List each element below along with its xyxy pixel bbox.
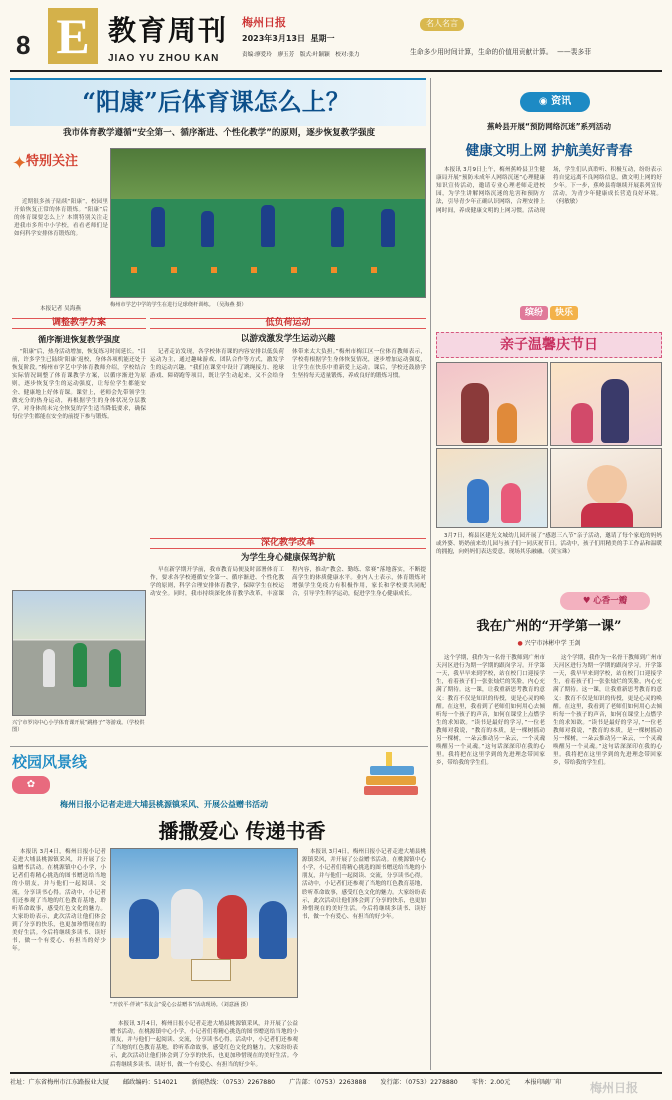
news-icon: ◉ [538, 96, 552, 107]
news-body: 本报讯 3月9日上午，梅州蕉岭县卫生健康局开展“预防未成年人网络沉迷”心理健康知识宣传活动，邀请专业心理老师走进校园，为学生讲解网络沉迷的危害和预防方法，引导青少年正确认识网络，合理安排上网时间，养成健康文明的上网习惯。活动现场，学生们认真聆听、积极互动，纷纷表示将自觉远离不良网络信息，做文明上网的好少年。下一步，蕉岭县将继续开展系列宣传活动，为青少年健康成长营造良好环境。（何敏敏） [436, 167, 662, 214]
kid-figure-4 [501, 483, 521, 523]
player-1 [151, 207, 165, 247]
essay-byline: ● 兴宁市沐彬中学 王剑 [517, 640, 581, 647]
special-badge [12, 148, 82, 194]
child-figure-3 [109, 649, 121, 687]
lead-intro: 近期很多孩子陆续“阳康”，校园里开始恢复正常的体育锻炼。“阳康”后的体育课要怎么上？本期特别关注走进我市多所中小学校，看看老师们是如何科学安排体育锻炼的。 [14, 199, 108, 238]
quote: 生命多少用时间计算，生命的价值用贡献计算。 ——裴多菲 [410, 48, 592, 56]
footer-distribution: 发行部：（0753）2278880 [380, 1079, 458, 1086]
section-title: 教育周刊 [108, 14, 229, 47]
event-photo-1 [436, 362, 548, 446]
news-title: 健康文明上网 护航美好青春 [465, 143, 633, 159]
pencil-icon [386, 752, 392, 766]
campus-subtitle: 梅州日报小记者走进大埔县桃源镇采风、开展公益赠书活动 [60, 800, 268, 809]
campus-icon: ✿ [12, 776, 50, 794]
paper-logo: 梅州日报 [242, 16, 286, 29]
lead-byline: 本报记者 吴海燕 [40, 306, 81, 312]
books-illustration [362, 752, 424, 798]
campus-tag: 校园风景线 [12, 753, 88, 771]
campus-body-right: 本报讯 3月4日，梅州日报小记者走进大埔县桃源镇采风，并开展了公益赠书活动。在桃源镇中心小学，小记者们将精心挑选的图书赠送给当地的小朋友，并与他们一起阅读、交流，分享读书心得。活动中，小记者们还参观了当地的红色教育基地，聆听革命故事，感受红色文化的魅力。大家纷纷表示，此次活动让他们体会到了分享的快乐，也更加珍惜现在的美好生活。今后将继续多读书、读好书，做一个有爱心、有担当的好少年。 [302, 849, 426, 920]
issue-date: 2023年3月13日 星期一 [242, 34, 335, 43]
column-tag: 缤纷 [520, 306, 548, 320]
child-2 [171, 889, 203, 959]
sub2-title: 以游戏激发学生运动兴趣 [240, 334, 336, 344]
column-rule-right [430, 78, 431, 1070]
event-title-box [436, 332, 662, 358]
sub3-title: 为学生身心健康保驾护航 [240, 553, 336, 563]
footer [10, 1072, 662, 1092]
essay-tag: ♥ 心香一瓣 [560, 592, 650, 610]
child-4 [259, 901, 287, 959]
column-sub: 快乐 [550, 306, 578, 320]
essay-title: 我在广州的“开学第一课” [476, 619, 622, 634]
photo-building [13, 591, 146, 639]
footer-address: 社址：广东省梅州市江东路报业大厦 [10, 1079, 109, 1086]
player-4 [331, 207, 344, 247]
footer-ad: 广告部：（0753）2263888 [289, 1079, 367, 1086]
event-photo-4 [550, 448, 662, 528]
editors-line: 责编:廖爱玲 廖玉芳 版式:叶颖颖 校对:张力 [242, 52, 360, 58]
sub3-body: 早在新学期开学前，我市教育局便及时部署体育工作，要求各学校遵循安全第一、循序渐进、个性化教学的原则，科学合理安排体育教学，保障学生在校运动安全。同时，我市持续深化体育教学改革，丰富课程内容，推动“教会、勤练、常赛”落地落实，不断提高学生的体质健康水平。业内人士表示，体育锻炼对增强学生免疫力有积极作用，家长和学校要共同配合，引导学生科学运动，促进学生身心健康成长。 [150, 567, 426, 598]
cone-row [131, 267, 411, 273]
pen-icon: ● [517, 640, 525, 647]
essay-body: 这个学期，我作为一名骨干教师到广州市天河区进行为期一学期的跟岗学习。开学第一天，我早早来到学校，站在校门口迎接学生，看着孩子们一张张灿烂的笑脸，内心充满了期待。这一课，让我重新思考教育的意义：教育不仅是知识的传授，更是心灵的唤醒。在这里，我看到了老师们如何用心去倾听每一个孩子的声音，如何在课堂上点燃学生的求知欲。“读书是最好的学习，”一位老教师对我说，“教育的本质，是一棵树摇动另一棵树，一朵云推动另一朵云，一个灵魂唤醒另一个灵魂。”这句话深深印在我的心里。我将把在这里学到的先进理念带回家乡，带给我的学生们。 这个学期，我作为一名骨干教师到广州市天河区进行为期一学期的跟岗学习。开学第一天，我早早来到学校，站在校门口迎接学生，看着孩子们一张张灿烂的笑脸，内心充满了期待。这一课，让我重新思考教育的意义：教育不仅是知识的传授，更是心灵的唤醒。在这里，我看到了老师们如何用心去倾听每一个孩子的声音，如何在课堂上点燃学生的求知欲。“读书是最好的学习，”一位老教师对我说，“教育的本质，是一棵树摇动另一棵树，一朵云推动另一朵云，一个灵魂唤醒另一个灵魂。”这句话深深印在我的心里。我将把在这里学到的先进理念带回家乡，带给我的学生们。 [436, 655, 662, 767]
star-icon: ✦ [12, 153, 28, 174]
page-letter: E [48, 8, 98, 64]
event-photo-2 [550, 362, 662, 446]
child-1 [129, 899, 159, 959]
kid-figure-3 [467, 479, 489, 523]
mother-figure-2 [601, 379, 629, 443]
campus-body-left: 本报讯 3月4日，梅州日报小记者走进大埔县桃源镇采风，并开展了公益赠书活动。在桃源镇中心小学，小记者们将精心挑选的图书赠送给当地的小朋友，并与他们一起阅读、交流，分享读书心得。活动中，小记者们还参观了当地的红色教育基地，聆听革命故事，感受红色文化的魅力。大家纷纷表示，此次活动让他们体会到了分享的快乐，也更加珍惜现在的美好生活。今后将继续多读书、读好书，做一个有爱心、有担当的好少年。 [12, 849, 106, 953]
news-subtitle: 蕉岭县开展“预防网络沉迷”系列活动 [487, 122, 611, 131]
book-icon-1 [366, 776, 416, 785]
footer-printer: 本报印刷厂印 [524, 1079, 562, 1086]
news-tag: ◉ 资讯 [520, 92, 590, 112]
kid-body [581, 503, 633, 528]
event-photo-3 [436, 448, 548, 528]
photo-trees [111, 149, 426, 199]
left-photo [12, 590, 146, 716]
footer-news: 新闻热线：（0753）2267880 [191, 1079, 276, 1086]
campus-title: 播撒爱心 传递书香 [158, 819, 326, 843]
child-figure-2 [43, 649, 55, 687]
mother-figure [461, 383, 489, 443]
sub1-title: 循序渐进恢复教学强度 [38, 334, 120, 344]
player-3 [261, 205, 275, 247]
section-pinyin: JIAO YU ZHOU KAN [108, 53, 220, 64]
section-rule-campus [10, 746, 428, 747]
masthead-rule [10, 70, 662, 72]
kid-figure-2 [571, 403, 593, 443]
player-5 [381, 209, 395, 247]
campus-photo-caption: “开放平·伴读”书友会“爱心公益赠书”活动现场。（刘意涵 摄） [110, 1002, 252, 1008]
event-caption: 3月7日，梅县区建光文城幼儿园开展了“感恩三八节”亲子活动，邀请了每个家庭的妈妈或外婆、奶奶前来幼儿园与孩子们一同庆祝节日。活动中，孩子们用精美的手工作品和温暖的拥抱，向妈妈们表达爱意，现场其乐融融。（黄宝珠） [436, 533, 662, 556]
footer-postcode: 邮政编码：514021 [123, 1079, 178, 1086]
left-photo-caption: 兴宁市罗岗中心小学体育课开展“跳格子”等游戏。（学校供图） [12, 720, 145, 733]
lead-photo-caption: 梅州市学艺中学的学生在进行足球绕杆训练。 （吴海燕 摄） [110, 302, 247, 308]
footer-price: 零售：2.00元 [471, 1079, 511, 1086]
campus-photo [110, 848, 298, 998]
sub2-tag-band: 低负荷运动 [150, 318, 426, 329]
book-in-hand [191, 959, 231, 981]
book-icon-3 [364, 786, 418, 795]
sub3-tag-band: 深化教学改革 [150, 538, 426, 549]
book-icon-2 [370, 766, 414, 775]
sub2-body: 记者走访发现，各学校体育课的内容安排以低负荷运动为主，通过趣味游戏、团队合作等方式，激发学生的运动兴趣。“我们在课堂中设计了跳绳接力、抢球游戏、障碍跑等项目，既让学生动起来，又不会给身体带来太大负担。”梅州市梅江区一位体育教师表示，学校将根据学生身体恢复情况，逐步增加运动强度，让学生在快乐中重新爱上运动。课后，学校还鼓励学生坚持每天适量锻炼，养成良好的锻炼习惯。 [150, 349, 426, 380]
sub1-tag-band: 调整教学方案 [12, 318, 146, 329]
lead-title: “阳康”后体育课怎么上？ [82, 87, 350, 116]
campus-body-bottom: 本报讯 3月4日，梅州日报小记者走进大埔县桃源镇采风，并开展了公益赠书活动。在桃源镇中心小学，小记者们将精心挑选的图书赠送给当地的小朋友，并与他们一起阅读、交流，分享读书心得。活动中，小记者们还参观了当地的红色教育基地，聆听革命故事，感受红色文化的魅力。大家纷纷表示，此次活动让他们体会到了分享的快乐，也更加珍惜现在的美好生活。今后将继续多读书、读好书，做一个有爱心、有担当的好少年。 [110, 1021, 298, 1068]
column-heading [520, 306, 578, 320]
lead-photo [110, 148, 426, 298]
child-figure [73, 643, 87, 687]
deco-label: 名人名言 [420, 18, 464, 31]
kid-face [587, 465, 627, 505]
player-2 [201, 211, 214, 247]
page-number: 8 [16, 30, 31, 60]
watermark: 梅州日报 [590, 1081, 639, 1095]
child-3 [217, 895, 247, 959]
masthead [0, 0, 672, 72]
kid-figure [497, 403, 517, 443]
sub1-body: “阳康”后，热身活动增加，恢复练习时间延长。“目前，许多学生已陆续‘阳康’返校，身体各项机能还处于恢复阶段。”梅州市学艺中学体育教师介绍，学校结合实际情况调整了体育课教学方案，以循序渐进为原则，逐步恢复学生的运动强度，让每位学生都能安全、健康地上好体育课。课堂上，老师会先带领学生做充分的热身运动，再根据学生的身体状况分层教学，对身体尚未完全恢复的学生适当降低要求，确保每位学生都能在安全的前提下参与锻炼。 [12, 349, 146, 420]
special-badge-text: 特别关注 [26, 154, 79, 169]
event-title: 亲子温馨庆节日 [500, 337, 598, 353]
heart-icon: ♥ [582, 596, 594, 606]
lead-deck: 我市体育教学遵循“安全第一、循序渐进、个性化教学”的原则，逐步恢复教学强度 [62, 128, 376, 138]
